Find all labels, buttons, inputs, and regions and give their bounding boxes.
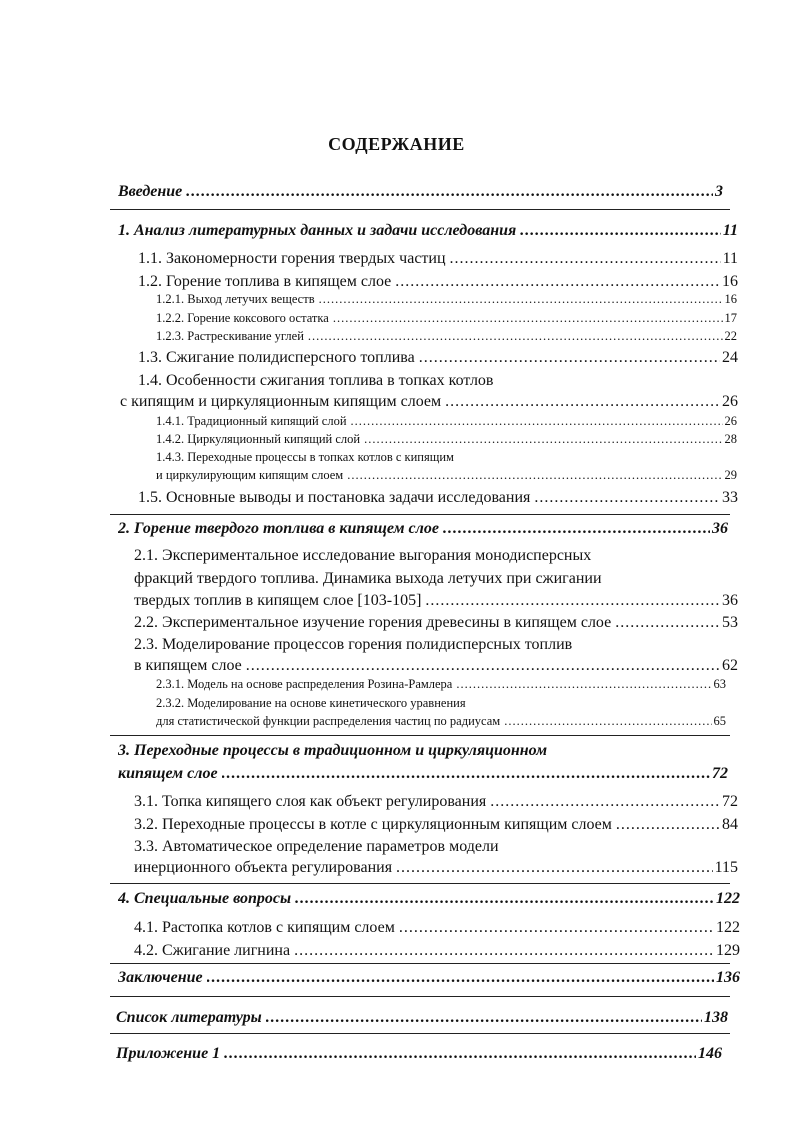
page-title: СОДЕРЖАНИЕ xyxy=(328,134,465,154)
toc-entry-4-2: 4.2. Сжигание лигнина ..... 129 xyxy=(134,941,740,960)
toc-entry-chapter-1: 1. Анализ литературных данных и задачи исследования ..... 11 xyxy=(118,221,738,240)
toc-entry-3-3-line1: 3.3. Автоматическое определение параметров модели xyxy=(134,838,499,855)
toc-entry-1-5: 1.5. Основные выводы и постановка задачи исследования ..... 33 xyxy=(138,488,738,507)
toc-entry-1-4-2: 1.4.2. Циркуляционный кипящий слой ..... 28 xyxy=(156,432,737,447)
toc-entry-chapter-4: 4. Специальные вопросы ..... 122 xyxy=(118,889,740,908)
toc-entry-references: Список литературы ..... 138 xyxy=(116,1008,728,1027)
section-divider xyxy=(110,963,730,964)
toc-entry-1-4-1: 1.4.1. Традиционный кипящий слой ..... 26 xyxy=(156,414,737,429)
toc-entry-chapter-3-line1: 3. Переходные процессы в традиционном и циркуляционном xyxy=(118,742,548,759)
toc-entry-2-3-2-line1: 2.3.2. Моделирование на основе кинетического уравнения xyxy=(156,696,466,710)
toc-entry-4-1: 4.1. Растопка котлов с кипящим слоем ..... 122 xyxy=(134,918,740,937)
toc-entry-chapter-2: 2. Горение твердого топлива в кипящем слое ..... 36 xyxy=(118,519,728,538)
toc-entry-1-2-3: 1.2.3. Растрескивание углей ..... 22 xyxy=(156,329,737,344)
toc-entry-2-3-line1: 2.3. Моделирование процессов горения полидисперсных топлив xyxy=(134,636,573,653)
toc-entry-2-1-line1: 2.1. Экспериментальное исследование выгорания монодисперсных xyxy=(134,547,592,564)
toc-entry-1-4-line2: с кипящим и циркуляционным кипящим слоем ..... 26 xyxy=(120,392,738,411)
toc-entry-3-1: 3.1. Топка кипящего слоя как объект регулирования ..... 72 xyxy=(134,792,738,811)
toc-entry-2-3-1: 2.3.1. Модель на основе распределения Розина-Рамлера ..... 63 xyxy=(156,677,726,692)
section-divider xyxy=(110,209,730,210)
toc-entry-2-3-line2: в кипящем слое ..... 62 xyxy=(134,656,738,675)
toc-entry-2-1-line2: фракций твердого топлива. Динамика выхода летучих при сжигании xyxy=(134,570,602,587)
section-divider xyxy=(110,1033,730,1034)
toc-entry-2-1-line3: твердых топлив в кипящем слое [103-105] ..... 36 xyxy=(134,591,738,610)
toc-entry-1-1: 1.1. Закономерности горения твердых частиц ..... 11 xyxy=(138,249,738,268)
toc-entry-1-2: 1.2. Горение топлива в кипящем слое ..... 16 xyxy=(138,272,738,291)
toc-entry-2-3-2-line2: для статистической функции распределения частиц по радиусам ..... 65 xyxy=(156,714,726,729)
section-divider xyxy=(110,514,730,515)
toc-entry-introduction: Введение ..... 3 xyxy=(118,182,723,201)
toc-entry-2-2: 2.2. Экспериментальное изучение горения древесины в кипящем слое ..... 53 xyxy=(134,613,738,632)
toc-entry-1-2-2: 1.2.2. Горение коксового остатка ..... 17 xyxy=(156,311,737,326)
section-divider xyxy=(110,735,730,736)
toc-entry-appendix-1: Приложение 1 ..... 146 xyxy=(116,1044,722,1063)
toc-entry-3-2: 3.2. Переходные процессы в котле с циркуляционным кипящим слоем ..... 84 xyxy=(134,815,738,834)
toc-entry-1-4-3-line1: 1.4.3. Переходные процессы в топках котлов с кипящим xyxy=(156,450,454,464)
section-divider xyxy=(110,996,730,997)
section-divider xyxy=(110,883,730,884)
toc-entry-chapter-3-line2: кипящем слое ..... 72 xyxy=(118,764,728,783)
toc-entry-1-2-1: 1.2.1. Выход летучих веществ ..... 16 xyxy=(156,292,737,307)
toc-entry-conclusion: Заключение ..... 136 xyxy=(118,968,740,987)
toc-entry-1-3: 1.3. Сжигание полидисперсного топлива ..... 24 xyxy=(138,348,738,367)
toc-entry-3-3-line2: инерционного объекта регулирования ..... 115 xyxy=(134,858,738,877)
toc-entry-1-4-line1: 1.4. Особенности сжигания топлива в топках котлов xyxy=(138,372,494,389)
toc-entry-1-4-3-line2: и циркулирующим кипящим слоем ..... 29 xyxy=(156,468,737,483)
